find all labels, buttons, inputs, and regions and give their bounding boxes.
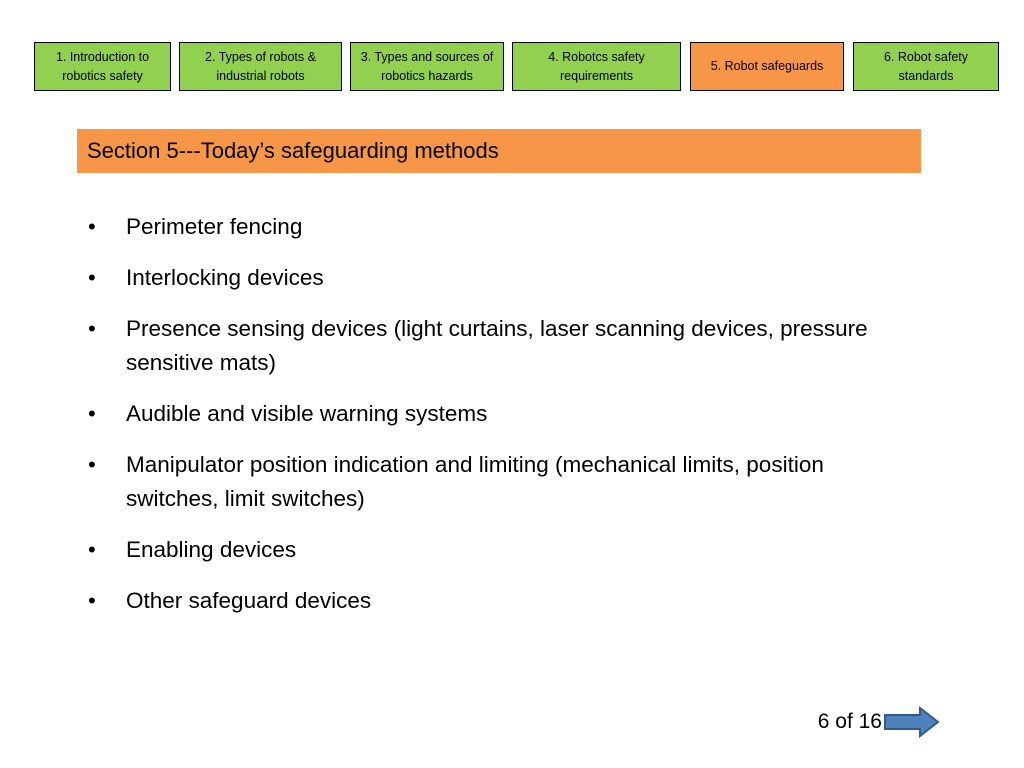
list-item: [88, 448, 888, 516]
nav-tab-safety-requirements[interactable]: [512, 42, 681, 91]
list-item-text: Other safeguard devices: [126, 588, 372, 613]
bullet-marker: •: [88, 265, 96, 290]
nav-tab-robot-safeguards[interactable]: [690, 42, 844, 91]
nav-tab-label: 2. Types of robots & industrial robots: [205, 49, 316, 83]
nav-tab-label: 1. Introduction to robotics safety: [55, 49, 150, 83]
right-arrow-icon: [884, 706, 940, 738]
section-title: Section 5---Today’s safeguarding methods: [87, 138, 499, 163]
list-item-text: Presence sensing devices (light curtains, laser scanning devices, pressure sensitive mats): [126, 316, 868, 375]
nav-tab-label: 5. Robot safeguards: [710, 59, 824, 73]
nav-tab-types-of-robots[interactable]: [179, 42, 342, 91]
bullet-list: [88, 210, 888, 635]
page-counter: 6 of 16: [817, 710, 882, 733]
nav-tab-robotics-hazards[interactable]: [350, 42, 504, 91]
nav-tab-label: 3. Types and sources of robotics hazards: [360, 49, 494, 83]
nav-tab-safety-standards[interactable]: [853, 42, 999, 91]
section-header: [77, 129, 921, 173]
list-item-text: Perimeter fencing: [126, 214, 303, 239]
list-item-text: Enabling devices: [126, 537, 297, 562]
bullet-marker: •: [88, 316, 96, 341]
list-item-text: Manipulator position indication and limiting (mechanical limits, position switches, limit switches): [126, 452, 824, 511]
list-item: [88, 261, 888, 295]
list-item: [88, 584, 888, 618]
bullet-marker: •: [88, 401, 96, 426]
bullet-marker: •: [88, 537, 96, 562]
bullet-marker: •: [88, 214, 96, 239]
list-item-text: Audible and visible warning systems: [126, 401, 488, 426]
list-item: [88, 312, 888, 380]
next-slide-button[interactable]: [884, 706, 940, 738]
list-item-text: Interlocking devices: [126, 265, 324, 290]
list-item: [88, 210, 888, 244]
bullet-marker: •: [88, 452, 96, 477]
list-item: [88, 397, 888, 431]
nav-tab-label: 6. Robot safety standards: [883, 49, 969, 83]
bullet-marker: •: [88, 588, 96, 613]
nav-tab-introduction[interactable]: [34, 42, 171, 91]
list-item: [88, 533, 888, 567]
nav-tab-label: 4. Robotcs safety requirements: [548, 49, 645, 83]
